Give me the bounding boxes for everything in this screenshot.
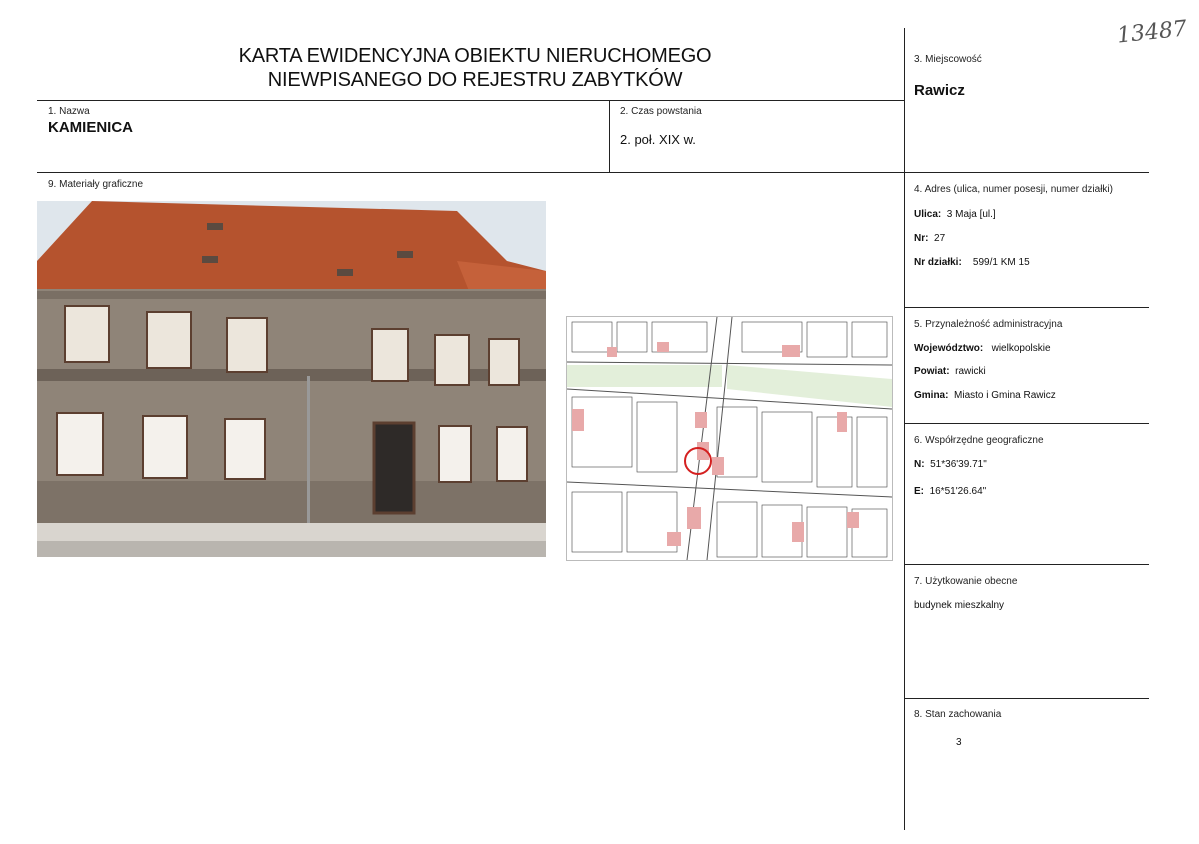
building-photo — [37, 201, 546, 557]
county-label: Powiat: — [914, 366, 950, 377]
condition-label: 8. Stan zachowania — [914, 709, 1002, 720]
number-row — [914, 233, 945, 244]
divider-right-column — [904, 28, 905, 830]
divider-under-title — [37, 100, 904, 101]
number-value: 27 — [934, 233, 946, 244]
name-value: KAMIENICA — [48, 119, 133, 136]
divider-under-name — [37, 172, 1149, 173]
commune-value: Miasto i Gmina Rawicz — [954, 390, 1056, 401]
county-value: rawicki — [955, 366, 986, 377]
usage-value: budynek mieszkalny — [914, 600, 1005, 611]
commune-row — [914, 390, 1056, 401]
longitude-value: 16*51'26.64" — [929, 486, 987, 497]
latitude-row — [914, 459, 987, 470]
cadastral-map-illustration — [567, 317, 892, 560]
divider-coords-bottom — [904, 564, 1149, 565]
voivodeship-label: Województwo: — [914, 343, 984, 354]
title-line-2: NIEWPISANEGO DO REJESTRU ZABYTKÓW — [267, 69, 683, 91]
coords-label: 6. Współrzędne geograficzne — [914, 435, 1044, 446]
plot-value: 599/1 KM 15 — [972, 257, 1030, 268]
divider-address-bottom — [904, 307, 1149, 308]
graphics-label: 9. Materiały graficzne — [48, 179, 144, 190]
commune-label: Gmina: — [914, 390, 949, 401]
document-title — [150, 44, 800, 92]
address-label: 4. Adres (ulica, numer posesji, numer działki) — [914, 184, 1113, 195]
number-label: Nr: — [914, 233, 929, 244]
town-label: 3. Miejscowość — [914, 54, 982, 65]
inventory-number: 13487 — [1115, 16, 1189, 49]
voivodeship-value: wielkopolskie — [991, 343, 1051, 354]
voivodeship-row — [914, 343, 1051, 354]
divider-usage-bottom — [904, 698, 1149, 699]
town-value: Rawicz — [914, 82, 965, 99]
plot-label: Nr działki: — [914, 257, 962, 268]
longitude-label: E: — [914, 486, 924, 497]
street-row — [914, 209, 996, 220]
divider-name-date — [609, 100, 610, 172]
building-photo-illustration — [37, 201, 546, 557]
condition-value: 3 — [956, 737, 962, 748]
date-value: 2. poł. XIX w. — [620, 132, 696, 147]
longitude-row — [914, 486, 986, 497]
divider-admin-bottom — [904, 423, 1149, 424]
street-label: Ulica: — [914, 209, 942, 220]
latitude-label: N: — [914, 459, 925, 470]
plot-row — [914, 257, 1030, 268]
latitude-value: 51*36'39.71" — [930, 459, 987, 470]
county-row — [914, 366, 986, 377]
name-label: 1. Nazwa — [48, 106, 90, 117]
usage-label: 7. Użytkowanie obecne — [914, 576, 1018, 587]
cadastral-map — [566, 316, 893, 561]
admin-label: 5. Przynależność administracyjna — [914, 319, 1063, 330]
street-value: 3 Maja [ul.] — [946, 209, 996, 220]
title-line-1: KARTA EWIDENCYJNA OBIEKTU NIERUCHOMEGO — [238, 45, 712, 67]
date-label: 2. Czas powstania — [620, 106, 702, 117]
